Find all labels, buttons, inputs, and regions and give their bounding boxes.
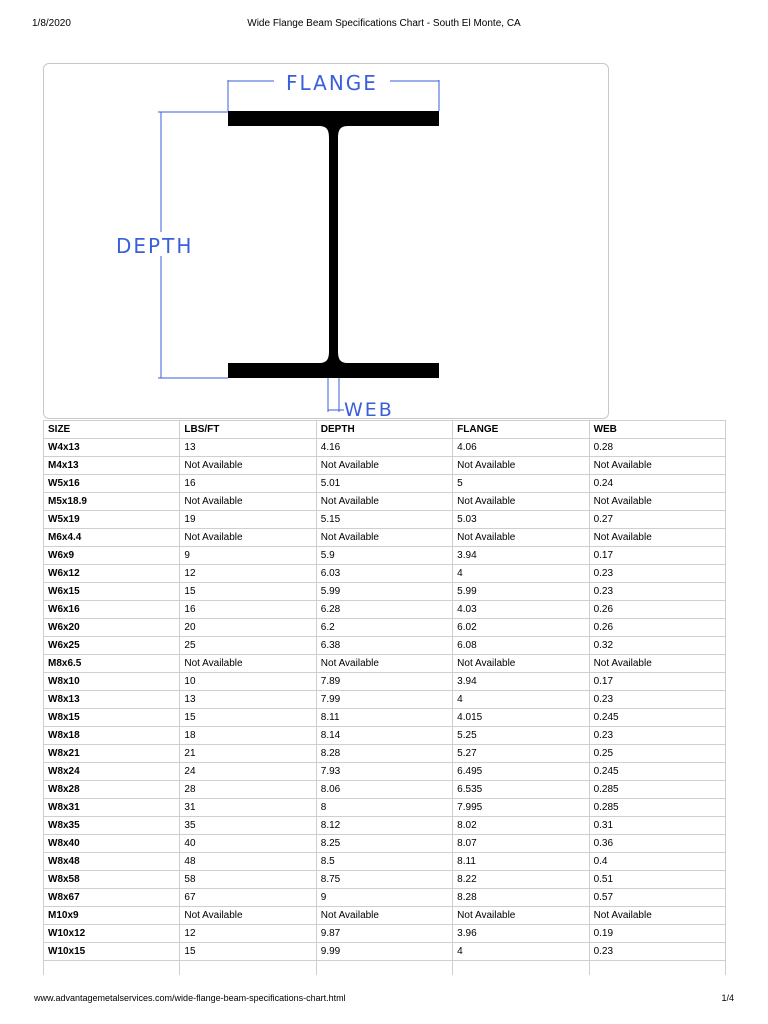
cell-flange: 4	[453, 943, 589, 961]
cell-lbs-ft: Not Available	[180, 493, 316, 511]
column-header-web: WEB	[589, 421, 725, 439]
cell-flange: 8.02	[453, 817, 589, 835]
table-row	[44, 709, 726, 727]
cell-lbs-ft: 20	[180, 619, 316, 637]
cell-flange: 5.03	[453, 511, 589, 529]
cell-flange: 5.25	[453, 727, 589, 745]
cell-lbs-ft: 9	[180, 547, 316, 565]
cell-lbs-ft: 15	[180, 583, 316, 601]
cell-size: W8x35	[44, 817, 180, 835]
cell-size: W6x20	[44, 619, 180, 637]
table-row	[44, 889, 726, 907]
cell-size: W5x16	[44, 475, 180, 493]
cell-flange: 8.22	[453, 871, 589, 889]
cell-lbs-ft: 15	[180, 709, 316, 727]
cell-flange: 7.995	[453, 799, 589, 817]
cell-lbs-ft: 21	[180, 745, 316, 763]
table-row	[44, 907, 726, 925]
cell-depth: 8.28	[316, 745, 452, 763]
cell-size: W6x15	[44, 583, 180, 601]
cell-lbs-ft: 67	[180, 889, 316, 907]
cell-size: W8x24	[44, 763, 180, 781]
column-header-flange: FLANGE	[453, 421, 589, 439]
table-row	[44, 853, 726, 871]
cell-depth: 8.25	[316, 835, 452, 853]
table-row	[44, 601, 726, 619]
cell-empty	[453, 961, 589, 975]
beam-diagram	[43, 63, 609, 419]
cell-depth: 8	[316, 799, 452, 817]
cell-lbs-ft: 10	[180, 673, 316, 691]
cell-depth: Not Available	[316, 907, 452, 925]
table-header-row	[44, 421, 726, 439]
cell-depth: 7.99	[316, 691, 452, 709]
cell-web: 0.51	[589, 871, 725, 889]
cell-flange: 3.96	[453, 925, 589, 943]
table-row	[44, 457, 726, 475]
cell-web: 0.28	[589, 439, 725, 457]
cell-lbs-ft: 12	[180, 925, 316, 943]
cell-depth: 6.38	[316, 637, 452, 655]
cell-depth: 7.93	[316, 763, 452, 781]
cell-size: W6x12	[44, 565, 180, 583]
cell-web: 0.245	[589, 763, 725, 781]
cell-flange: 6.535	[453, 781, 589, 799]
cell-depth: 7.89	[316, 673, 452, 691]
cell-flange: 4	[453, 691, 589, 709]
cell-lbs-ft: 48	[180, 853, 316, 871]
print-date: 1/8/2020	[32, 18, 71, 29]
cell-size: W8x21	[44, 745, 180, 763]
cell-empty	[44, 961, 180, 975]
cell-flange: 6.08	[453, 637, 589, 655]
cell-depth: 5.99	[316, 583, 452, 601]
cell-depth: 6.03	[316, 565, 452, 583]
column-header-depth: DEPTH	[316, 421, 452, 439]
cell-flange: 8.11	[453, 853, 589, 871]
cell-web: 0.23	[589, 943, 725, 961]
cell-empty	[316, 961, 452, 975]
cell-lbs-ft: 19	[180, 511, 316, 529]
cell-web: 0.4	[589, 853, 725, 871]
cell-web: Not Available	[589, 493, 725, 511]
table-row	[44, 673, 726, 691]
cell-size: W6x16	[44, 601, 180, 619]
cell-depth: Not Available	[316, 655, 452, 673]
cell-size: W8x67	[44, 889, 180, 907]
cell-flange: 5.99	[453, 583, 589, 601]
table-row	[44, 619, 726, 637]
cell-depth: 9.99	[316, 943, 452, 961]
cell-web: 0.245	[589, 709, 725, 727]
cell-depth: Not Available	[316, 529, 452, 547]
cell-flange: 6.495	[453, 763, 589, 781]
cell-web: 0.23	[589, 727, 725, 745]
footer-url: www.advantagemetalservices.com/wide-flange-beam-specifications-chart.html	[34, 993, 346, 1003]
cell-depth: 5.01	[316, 475, 452, 493]
table-row	[44, 583, 726, 601]
table-row	[44, 745, 726, 763]
cell-lbs-ft: 13	[180, 691, 316, 709]
cell-flange: 8.28	[453, 889, 589, 907]
cell-flange: Not Available	[453, 907, 589, 925]
cell-lbs-ft: Not Available	[180, 457, 316, 475]
cell-web: 0.19	[589, 925, 725, 943]
table-row	[44, 691, 726, 709]
cell-web: 0.17	[589, 673, 725, 691]
cell-size: M6x4.4	[44, 529, 180, 547]
cell-flange: 4.03	[453, 601, 589, 619]
cell-size: W8x31	[44, 799, 180, 817]
cell-flange: 5.27	[453, 745, 589, 763]
cell-lbs-ft: 35	[180, 817, 316, 835]
cell-web: 0.31	[589, 817, 725, 835]
i-beam-shape	[228, 111, 439, 378]
cell-lbs-ft: Not Available	[180, 655, 316, 673]
cell-web: 0.57	[589, 889, 725, 907]
table-row	[44, 871, 726, 889]
column-header-lbs-ft: LBS/FT	[180, 421, 316, 439]
table-row	[44, 565, 726, 583]
cell-empty	[589, 961, 725, 975]
cell-size: W8x13	[44, 691, 180, 709]
cell-empty	[180, 961, 316, 975]
cell-lbs-ft: 13	[180, 439, 316, 457]
table-row	[44, 439, 726, 457]
cell-size: W8x40	[44, 835, 180, 853]
table-row	[44, 781, 726, 799]
cell-web: 0.285	[589, 781, 725, 799]
beam-specifications-table	[43, 420, 726, 975]
flange-label: FLANGE	[286, 71, 378, 95]
table-row	[44, 511, 726, 529]
table-row	[44, 637, 726, 655]
table-row	[44, 817, 726, 835]
cell-web: 0.23	[589, 565, 725, 583]
cell-flange: 8.07	[453, 835, 589, 853]
table-row	[44, 529, 726, 547]
table-row	[44, 799, 726, 817]
cell-size: W5x19	[44, 511, 180, 529]
cell-depth: Not Available	[316, 457, 452, 475]
cell-depth: 6.28	[316, 601, 452, 619]
cell-size: W6x25	[44, 637, 180, 655]
cell-size: W8x58	[44, 871, 180, 889]
column-header-size: SIZE	[44, 421, 180, 439]
cell-web: 0.32	[589, 637, 725, 655]
cell-lbs-ft: Not Available	[180, 529, 316, 547]
table-row	[44, 925, 726, 943]
cell-depth: 8.5	[316, 853, 452, 871]
cell-size: W8x28	[44, 781, 180, 799]
cell-web: Not Available	[589, 655, 725, 673]
cell-web: 0.36	[589, 835, 725, 853]
cell-size: W4x13	[44, 439, 180, 457]
cell-lbs-ft: 12	[180, 565, 316, 583]
table-row	[44, 835, 726, 853]
cell-size: M4x13	[44, 457, 180, 475]
cell-flange: 3.94	[453, 673, 589, 691]
table-row	[44, 727, 726, 745]
cell-lbs-ft: 28	[180, 781, 316, 799]
table-row	[44, 493, 726, 511]
cell-depth: 9.87	[316, 925, 452, 943]
cell-size: W8x15	[44, 709, 180, 727]
cell-depth: 8.11	[316, 709, 452, 727]
cell-flange: 5	[453, 475, 589, 493]
web-dimension	[328, 378, 344, 412]
table-row-continuation	[44, 961, 726, 975]
cell-lbs-ft: 16	[180, 475, 316, 493]
cell-lbs-ft: 15	[180, 943, 316, 961]
cell-depth: 8.12	[316, 817, 452, 835]
cell-size: M5x18.9	[44, 493, 180, 511]
cell-lbs-ft: 16	[180, 601, 316, 619]
cell-flange: 6.02	[453, 619, 589, 637]
cell-flange: Not Available	[453, 655, 589, 673]
cell-web: 0.23	[589, 583, 725, 601]
cell-web: 0.23	[589, 691, 725, 709]
cell-size: W10x12	[44, 925, 180, 943]
cell-flange: 4.06	[453, 439, 589, 457]
cell-web: 0.17	[589, 547, 725, 565]
cell-web: 0.26	[589, 601, 725, 619]
table-row	[44, 763, 726, 781]
page-number: 1/4	[721, 993, 734, 1003]
cell-web: Not Available	[589, 529, 725, 547]
cell-depth: 8.75	[316, 871, 452, 889]
cell-depth: 9	[316, 889, 452, 907]
cell-web: 0.26	[589, 619, 725, 637]
cell-flange: Not Available	[453, 529, 589, 547]
cell-flange: Not Available	[453, 457, 589, 475]
cell-size: W8x10	[44, 673, 180, 691]
cell-lbs-ft: 40	[180, 835, 316, 853]
cell-size: M10x9	[44, 907, 180, 925]
cell-flange: 3.94	[453, 547, 589, 565]
cell-lbs-ft: 58	[180, 871, 316, 889]
table-row	[44, 655, 726, 673]
cell-depth: 5.9	[316, 547, 452, 565]
cell-lbs-ft: 31	[180, 799, 316, 817]
web-label: WEB	[344, 399, 394, 420]
cell-size: W8x48	[44, 853, 180, 871]
cell-lbs-ft: 18	[180, 727, 316, 745]
cell-web: 0.285	[589, 799, 725, 817]
cell-depth: Not Available	[316, 493, 452, 511]
cell-web: Not Available	[589, 907, 725, 925]
page-title: Wide Flange Beam Specifications Chart - South El Monte, CA	[247, 18, 521, 29]
cell-size: W10x15	[44, 943, 180, 961]
cell-size: W8x18	[44, 727, 180, 745]
cell-flange: 4	[453, 565, 589, 583]
table-row	[44, 943, 726, 961]
table-row	[44, 547, 726, 565]
cell-depth: 6.2	[316, 619, 452, 637]
cell-lbs-ft: 24	[180, 763, 316, 781]
cell-depth: 4.16	[316, 439, 452, 457]
cell-web: 0.25	[589, 745, 725, 763]
cell-size: W6x9	[44, 547, 180, 565]
cell-web: Not Available	[589, 457, 725, 475]
table-row	[44, 475, 726, 493]
cell-depth: 5.15	[316, 511, 452, 529]
cell-depth: 8.06	[316, 781, 452, 799]
depth-label: DEPTH	[116, 234, 194, 258]
cell-web: 0.27	[589, 511, 725, 529]
cell-lbs-ft: 25	[180, 637, 316, 655]
cell-flange: Not Available	[453, 493, 589, 511]
cell-depth: 8.14	[316, 727, 452, 745]
cell-size: M8x6.5	[44, 655, 180, 673]
i-beam-illustration	[44, 64, 609, 419]
cell-web: 0.24	[589, 475, 725, 493]
cell-flange: 4.015	[453, 709, 589, 727]
cell-lbs-ft: Not Available	[180, 907, 316, 925]
